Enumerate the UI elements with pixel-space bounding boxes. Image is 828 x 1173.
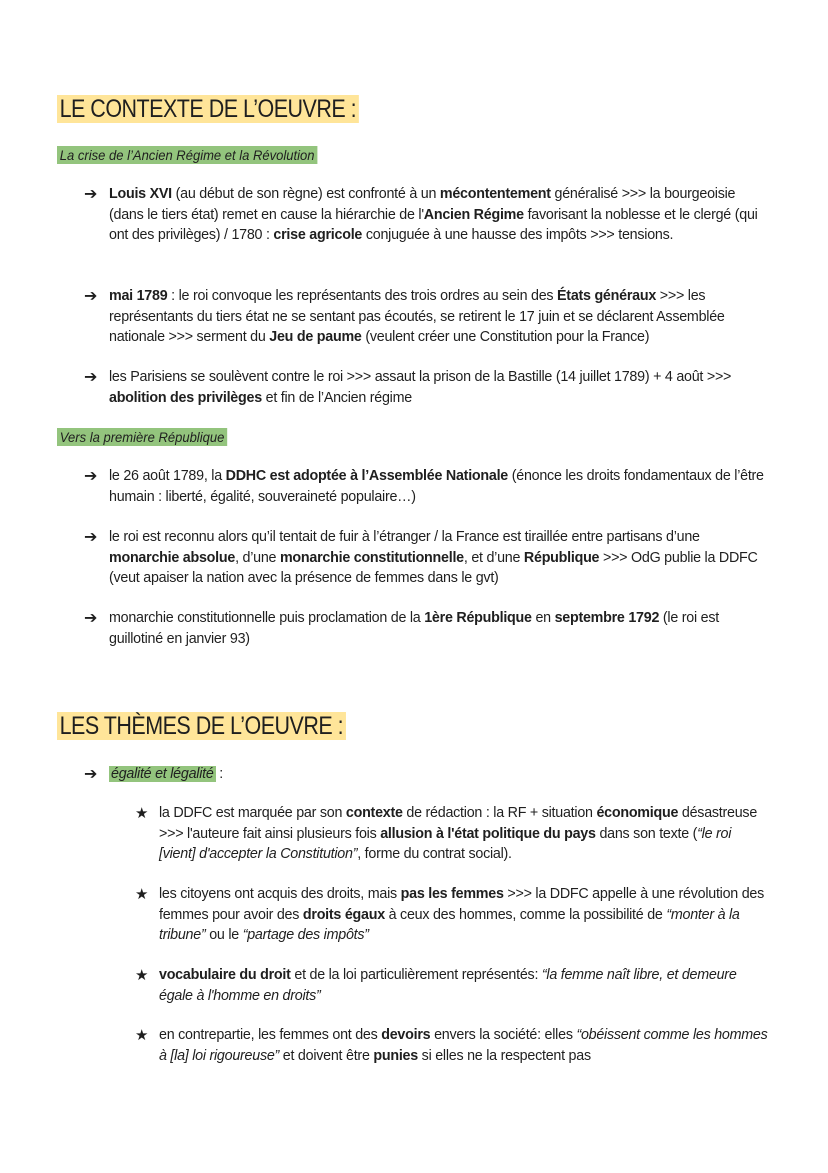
- arrow-icon: ➔: [84, 764, 98, 783]
- arrow-icon: ➔: [84, 527, 98, 546]
- star-item-contexte: la DDFC est marquée par son contexte de rédaction : la RF + situation économique désastreuse >>> l'auteure fait ainsi plusieurs fois allusion à l'état politique du pays dans son texte (“le roi [vient] d'accepter la Constitution”, forme du contrat social).: [159, 805, 758, 862]
- section-title-context: LE CONTEXTE DE L’OEUVRE :: [57, 91, 359, 127]
- bullet-roi-fuite: le roi est reconnu alors qu’il tentait de fuir à l’étranger / la France est tiraillée entre partisans d’une monarchie absolue, d’une monarchie constitutionnelle, et d’une République >>> OdG publie la DDFC (veut apaiser la nation avec la présence de femmes dans le gvt): [109, 529, 758, 586]
- section-title-themes: LES THÈMES DE L’OEUVRE :: [57, 708, 346, 744]
- arrow-icon: ➔: [84, 184, 98, 203]
- star-icon: ★: [135, 885, 149, 903]
- star-item-devoirs: en contrepartie, les femmes ont des devoirs envers la société: elles “obéissent comme les hommes à [la] loi rigoureuse” et doivent être punies si elles ne la respectent pas: [159, 1027, 768, 1064]
- theme-egalite-legalite: égalité et légalité :: [111, 766, 224, 782]
- arrow-icon: ➔: [84, 367, 98, 386]
- bullet-parisiens: les Parisiens se soulèvent contre le roi >>> assaut la prison de la Bastille (14 juillet 1789) + 4 août >>> abolition des privilèges et fin de l’Ancien régime: [109, 369, 732, 406]
- arrow-icon: ➔: [84, 286, 98, 305]
- star-item-citoyens: les citoyens ont acquis des droits, mais pas les femmes >>> la DDFC appelle à une révolution des femmes pour avoir des droits égaux à ceux des hommes, comme la possibilité de “monter à la tribune” ou le “partage des impôts”: [159, 886, 765, 943]
- star-item-vocabulaire: vocabulaire du droit et de la loi particulièrement représentés: “la femme naît libre, et demeure égale à l'homme en droits”: [159, 967, 737, 1004]
- star-icon: ★: [135, 1026, 149, 1044]
- bullet-1ere-republique: monarchie constitutionnelle puis proclamation de la 1ère République en septembre 1792 (le roi est guillotiné en janvier 93): [109, 610, 719, 647]
- subtitle-republique: Vers la première République: [57, 427, 227, 447]
- arrow-icon: ➔: [84, 466, 98, 485]
- subtitle-crisis: La crise de l’Ancien Régime et la Révolution: [57, 145, 317, 165]
- bullet-ddhc: le 26 août 1789, la DDHC est adoptée à l’Assemblée Nationale (énonce les droits fondamentaux de l’être humain : liberté, égalité, souveraineté populaire…): [109, 468, 764, 505]
- bullet-mai-1789: mai 1789 : le roi convoque les représentants des trois ordres au sein des États généraux >>> les représentants du tiers état ne se sentant pas écoutés, se retirent le 17 juin et se déclarent Assemblée nationale >>> serment du Jeu de paume (veulent créer une Constitution pour la France): [109, 288, 725, 345]
- arrow-icon: ➔: [84, 608, 98, 627]
- star-icon: ★: [135, 804, 149, 822]
- bullet-louis-xvi: Louis XVI (au début de son règne) est confronté à un mécontentement généralisé >>> la bourgeoisie (dans le tiers état) remet en cause la hiérarchie de l'Ancien Régime favorisant la noblesse et le clergé (qui ont des privilèges) / 1780 : crise agricole conjuguée à une hausse des impôts >>> tensions.: [109, 186, 758, 243]
- star-icon: ★: [135, 966, 149, 984]
